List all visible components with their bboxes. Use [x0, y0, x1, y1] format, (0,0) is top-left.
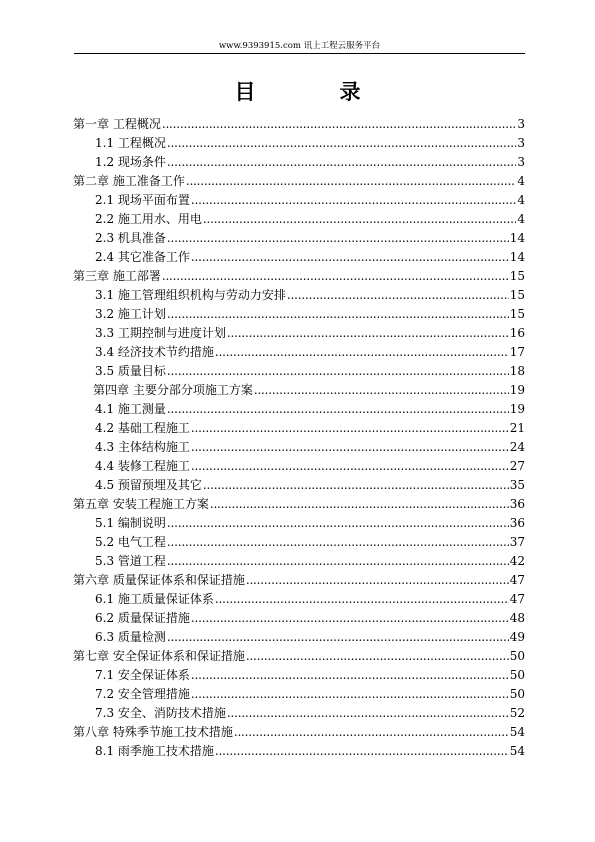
toc-entry-title: 第二章 施工准备工作	[73, 174, 185, 188]
toc-entry-page-number: 47	[509, 592, 525, 606]
toc-entry-page-number: 19	[509, 402, 525, 416]
toc-dot-leader	[203, 477, 509, 493]
toc-entry-title: 3.4 经济技术节约措施	[95, 345, 214, 359]
toc-entry[interactable]	[95, 455, 525, 474]
toc-entry[interactable]	[95, 360, 525, 379]
toc-entry-title: 2.1 现场平面布置	[95, 193, 190, 207]
toc-entry-page-number: 3	[517, 136, 525, 150]
toc-entry[interactable]	[95, 474, 525, 493]
toc-entry[interactable]	[73, 170, 525, 189]
toc-entry-page-number: 16	[509, 326, 525, 340]
toc-entry-page-number: 54	[509, 744, 525, 758]
toc-dot-leader	[227, 325, 509, 341]
toc-entry-page-number: 35	[509, 478, 525, 492]
toc-entry-title: 4.2 基础工程施工	[95, 421, 190, 435]
toc-entry-page-number: 3	[517, 155, 525, 169]
toc-entry-title: 第六章 质量保证体系和保证措施	[73, 573, 245, 587]
toc-entry[interactable]	[95, 550, 525, 569]
toc-entry-page-number: 14	[509, 250, 525, 264]
toc-entry-title: 4.3 主体结构施工	[95, 440, 190, 454]
toc-entry[interactable]	[95, 740, 525, 759]
toc-entry-page-number: 50	[509, 687, 525, 701]
toc-entry[interactable]	[95, 436, 525, 455]
toc-entry-title: 1.1 工程概况	[95, 136, 166, 150]
toc-entry[interactable]	[95, 664, 525, 683]
toc-entry[interactable]	[95, 151, 525, 170]
toc-entry[interactable]	[95, 284, 525, 303]
toc-entry[interactable]	[95, 132, 525, 151]
toc-entry-page-number: 52	[509, 706, 525, 720]
toc-entry-page-number: 18	[509, 364, 525, 378]
toc-entry[interactable]	[95, 683, 525, 702]
toc-entry-title: 3.1 施工管理组织机构与劳动力安排	[95, 288, 286, 302]
toc-entry[interactable]	[95, 398, 525, 417]
toc-entry[interactable]	[73, 493, 525, 512]
toc-dot-leader	[215, 743, 509, 759]
toc-entry-title: 3.5 质量目标	[95, 364, 166, 378]
toc-dot-leader	[186, 173, 517, 189]
toc-entry[interactable]	[93, 379, 525, 398]
toc-dot-leader	[191, 610, 509, 626]
toc-dot-leader	[167, 154, 516, 170]
toc-entry[interactable]	[95, 626, 525, 645]
toc-entry-page-number: 14	[509, 231, 525, 245]
toc-entry[interactable]	[95, 341, 525, 360]
toc-dot-leader	[227, 705, 509, 721]
toc-entry[interactable]	[73, 569, 525, 588]
toc-entry[interactable]	[73, 721, 525, 740]
toc-entry[interactable]	[95, 531, 525, 550]
toc-dot-leader	[246, 648, 509, 664]
toc-entry-title: 5.1 编制说明	[95, 516, 166, 530]
header-rule	[74, 53, 525, 54]
toc-dot-leader	[167, 306, 509, 322]
toc-dot-leader	[167, 553, 509, 569]
toc-entry[interactable]	[95, 702, 525, 721]
toc-entry-page-number: 4	[517, 193, 525, 207]
toc-entry-page-number: 50	[509, 649, 525, 663]
toc-dot-leader	[254, 382, 509, 398]
toc-entry[interactable]	[95, 227, 525, 246]
toc-entry-title: 4.1 施工测量	[95, 402, 166, 416]
toc-entry-page-number: 49	[509, 630, 525, 644]
toc-dot-leader	[191, 458, 509, 474]
toc-entry-title: 5.2 电气工程	[95, 535, 166, 549]
toc-dot-leader	[191, 249, 509, 265]
toc-entry-title: 2.2 施工用水、用电	[95, 212, 202, 226]
toc-entry-title: 3.3 工期控制与进度计划	[95, 326, 226, 340]
toc-entry-page-number: 24	[509, 440, 525, 454]
toc-entry-page-number: 27	[509, 459, 525, 473]
toc-entry-title: 第五章 安装工程施工方案	[73, 497, 209, 511]
toc-dot-leader	[167, 363, 509, 379]
toc-entry-page-number: 19	[509, 383, 525, 397]
toc-entry[interactable]	[95, 417, 525, 436]
toc-entry[interactable]	[95, 607, 525, 626]
toc-entry-title: 6.2 质量保证措施	[95, 611, 190, 625]
toc-entry-title: 6.3 质量检测	[95, 630, 166, 644]
toc-dot-leader	[287, 287, 509, 303]
toc-dot-leader	[234, 724, 509, 740]
toc-entry-title: 第一章 工程概况	[73, 117, 161, 131]
toc-entry[interactable]	[73, 113, 525, 132]
toc-dot-leader	[167, 401, 509, 417]
toc-dot-leader	[203, 211, 516, 227]
toc-entry-title: 第四章 主要分部分项施工方案	[93, 383, 253, 397]
toc-entry-title: 2.3 机具准备	[95, 231, 166, 245]
toc-dot-leader	[167, 515, 509, 531]
toc-entry-title: 第八章 特殊季节施工技术措施	[73, 725, 233, 739]
toc-entry-page-number: 37	[509, 535, 525, 549]
toc-dot-leader	[167, 629, 509, 645]
toc-dot-leader	[191, 420, 509, 436]
toc-dot-leader	[246, 572, 509, 588]
toc-dot-leader	[215, 344, 509, 360]
toc-entry-page-number: 50	[509, 668, 525, 682]
toc-entry-title: 5.3 管道工程	[95, 554, 166, 568]
toc-dot-leader	[167, 534, 509, 550]
toc-entry-page-number: 15	[509, 288, 525, 302]
toc-dot-leader	[167, 230, 509, 246]
toc-entry-page-number: 42	[509, 554, 525, 568]
toc-entry-page-number: 4	[517, 174, 525, 188]
toc-entry-title: 4.5 预留预埋及其它	[95, 478, 202, 492]
toc-dot-leader	[191, 686, 509, 702]
toc-entry[interactable]	[95, 189, 525, 208]
toc-entry-page-number: 17	[509, 345, 525, 359]
toc-entry-title: 7.2 安全管理措施	[95, 687, 190, 701]
toc-entry-page-number: 36	[509, 516, 525, 530]
toc-entry-page-number: 3	[517, 117, 525, 131]
toc-entry-title: 2.4 其它准备工作	[95, 250, 190, 264]
toc-entry-title: 4.4 装修工程施工	[95, 459, 190, 473]
toc-dot-leader	[162, 116, 517, 132]
toc-entry[interactable]	[95, 588, 525, 607]
toc-entry-title: 3.2 施工计划	[95, 307, 166, 321]
toc-entry-page-number: 15	[509, 307, 525, 321]
toc-entry-page-number: 54	[509, 725, 525, 739]
toc-entry[interactable]	[95, 246, 525, 265]
toc-entry[interactable]	[95, 512, 525, 531]
toc-entry-page-number: 47	[509, 573, 525, 587]
toc-entry-title: 第七章 安全保证体系和保证措施	[73, 649, 245, 663]
toc-entry-page-number: 21	[509, 421, 525, 435]
toc-entry-page-number: 15	[509, 269, 525, 283]
toc-dot-leader	[191, 439, 509, 455]
toc-entry-title: 1.2 现场条件	[95, 155, 166, 169]
toc-entry[interactable]	[95, 322, 525, 341]
toc-entry[interactable]	[73, 265, 525, 284]
toc-entry-title: 7.3 安全、消防技术措施	[95, 706, 226, 720]
toc-dot-leader	[210, 496, 509, 512]
toc-dot-leader	[191, 192, 516, 208]
toc-entry-page-number: 4	[517, 212, 525, 226]
toc-entry-title: 6.1 施工质量保证体系	[95, 592, 214, 606]
toc-dot-leader	[191, 667, 509, 683]
page-title: 目录	[234, 80, 445, 104]
toc-entry-page-number: 48	[509, 611, 525, 625]
toc-entry[interactable]	[73, 645, 525, 664]
toc-entry[interactable]	[95, 303, 525, 322]
toc-entry[interactable]	[95, 208, 525, 227]
page-header: www.9393915.com 讯上工程云服务平台	[218, 41, 381, 51]
toc-entry-title: 第三章 施工部署	[73, 269, 161, 283]
toc-dot-leader	[162, 268, 509, 284]
toc-entry-title: 7.1 安全保证体系	[95, 668, 190, 682]
toc-dot-leader	[167, 135, 516, 151]
toc-entry-title: 8.1 雨季施工技术措施	[95, 744, 214, 758]
toc-dot-leader	[215, 591, 509, 607]
toc-entry-page-number: 36	[509, 497, 525, 511]
